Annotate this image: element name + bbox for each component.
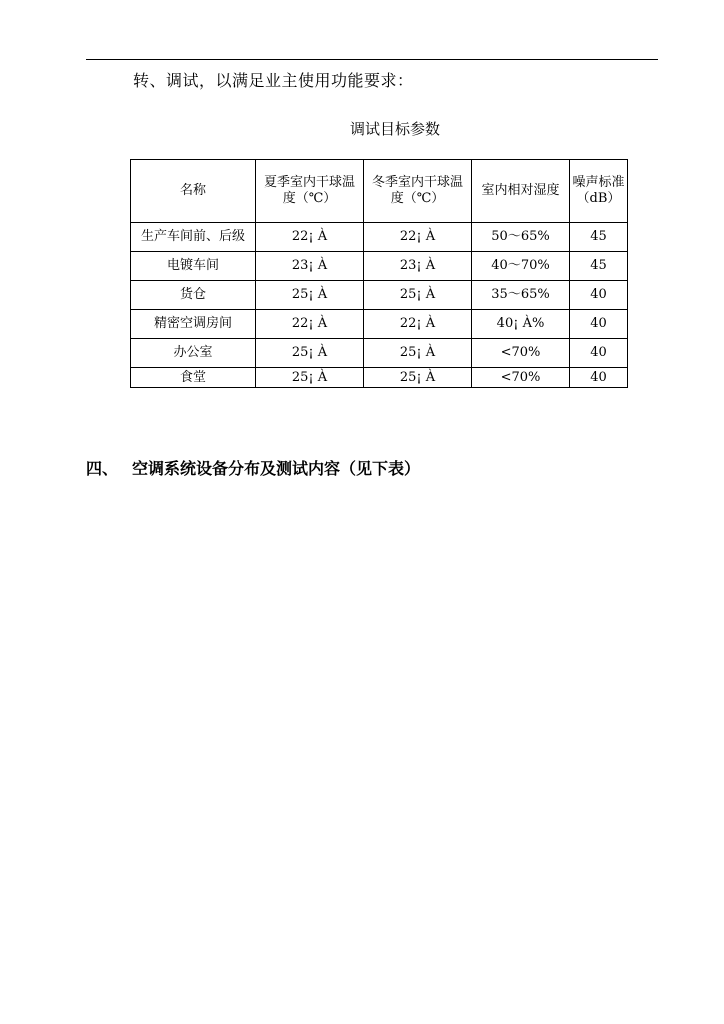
header-name: 名称 (131, 160, 256, 223)
cell-noise: 40 (570, 339, 628, 368)
cell-winter-temp: 25¡ À (364, 281, 472, 310)
header-winter-temp: 冬季室内干球温度（℃） (364, 160, 472, 223)
table-caption: 调试目标参数 (349, 120, 440, 138)
cell-summer-temp: 23¡ À (256, 252, 364, 281)
cell-noise: 45 (570, 223, 628, 252)
cell-humidity: <70% (472, 339, 570, 368)
intro-paragraph: 转、调试，以满足业主使用功能要求： (133, 71, 414, 90)
cell-winter-temp: 22¡ À (364, 310, 472, 339)
cell-summer-temp: 25¡ À (256, 281, 364, 310)
cell-winter-temp: 25¡ À (364, 339, 472, 368)
header-summer-temp: 夏季室内干球温度（℃） (256, 160, 364, 223)
cell-humidity: <70% (472, 368, 570, 388)
cell-humidity: 40¡ À% (472, 310, 570, 339)
header-rule (86, 59, 658, 60)
table-header-row (131, 160, 628, 223)
table-row (131, 368, 628, 388)
cell-humidity: 35～65% (472, 281, 570, 310)
table-row (131, 281, 628, 310)
cell-winter-temp: 22¡ À (364, 223, 472, 252)
debug-target-parameters-table (130, 159, 628, 388)
cell-name: 食堂 (131, 368, 256, 388)
cell-name: 办公室 (131, 339, 256, 368)
cell-noise: 40 (570, 281, 628, 310)
cell-name: 生产车间前、后级 (131, 223, 256, 252)
cell-humidity: 40～70% (472, 252, 570, 281)
table-row (131, 252, 628, 281)
cell-summer-temp: 25¡ À (256, 368, 364, 388)
cell-winter-temp: 25¡ À (364, 368, 472, 388)
table-row (131, 310, 628, 339)
cell-winter-temp: 23¡ À (364, 252, 472, 281)
header-humidity: 室内相对湿度 (472, 160, 570, 223)
section-number: 四、 (86, 459, 119, 478)
table-row (131, 339, 628, 368)
cell-noise: 45 (570, 252, 628, 281)
section-title: 空调系统设备分布及测试内容（见下表） (132, 459, 421, 478)
cell-noise: 40 (570, 310, 628, 339)
cell-summer-temp: 22¡ À (256, 223, 364, 252)
cell-name: 精密空调房间 (131, 310, 256, 339)
cell-summer-temp: 22¡ À (256, 310, 364, 339)
cell-humidity: 50～65% (472, 223, 570, 252)
cell-noise: 40 (570, 368, 628, 388)
cell-summer-temp: 25¡ À (256, 339, 364, 368)
cell-name: 货仓 (131, 281, 256, 310)
header-noise: 噪声标准（dB） (570, 160, 628, 223)
cell-name: 电镀车间 (131, 252, 256, 281)
section-heading (86, 456, 420, 479)
table-row (131, 223, 628, 252)
